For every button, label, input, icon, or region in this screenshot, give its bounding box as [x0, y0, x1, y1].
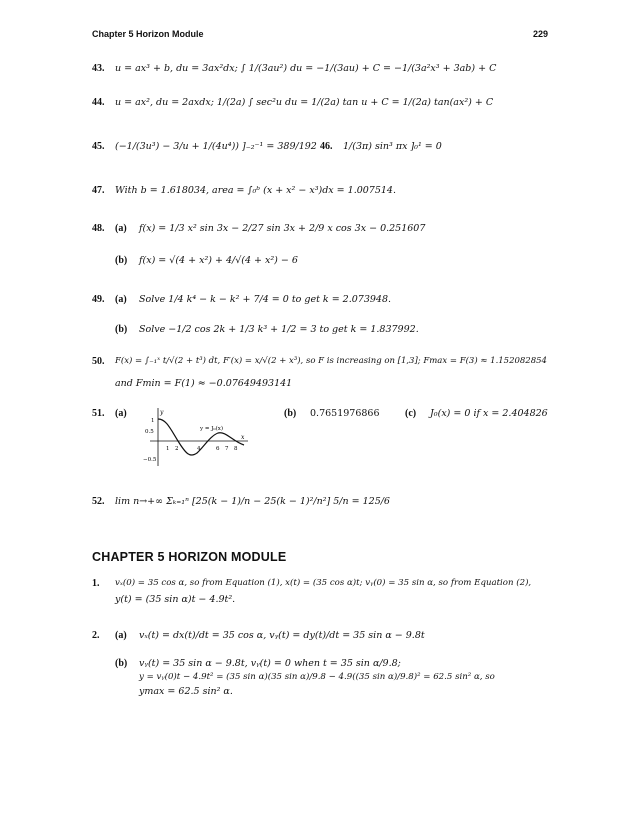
- problem-45-solution: (−1/(3u³) − 3/u + 1/(4u⁴)) ]₋₂⁻¹ = 389/192: [115, 141, 317, 152]
- bessel-graph: [140, 408, 250, 470]
- horizon-2b-line-2: y = vᵧ(0)t − 4.9t² = (35 sin α)(35 sin α)/9.8 − 4.9((35 sin α)/9.8)² = 62.5 sin² α, so: [139, 672, 495, 682]
- problem-49a-solution: Solve 1/4 k⁴ − k − k² + 7/4 = 0 to get k = 2.073948.: [139, 294, 392, 305]
- part-b-label: (b): [284, 408, 297, 419]
- horizon-2b-line-3: ymax = 62.5 sin² α.: [139, 686, 233, 697]
- bessel-curve: [158, 419, 244, 455]
- horizon-2a-solution: vₓ(t) = dx(t)/dt = 35 cos α, vᵧ(t) = dy(t)/dt = 35 sin α − 9.8t: [139, 630, 425, 641]
- y-axis-label: y: [160, 409, 164, 416]
- x-tick-label: 7: [225, 446, 229, 452]
- curve-label: y = J₀(x): [200, 426, 224, 432]
- horizon-1-line-2: y(t) = (35 sin α)t − 4.9t².: [115, 594, 236, 605]
- page-header: [92, 29, 548, 43]
- problem-number: 50.: [92, 356, 105, 367]
- page-number: 229: [532, 29, 548, 39]
- x-axis-label: x: [241, 434, 245, 441]
- problem-46: [320, 136, 560, 162]
- y-tick-label: 0.5: [145, 429, 154, 435]
- problem-48: [92, 217, 562, 277]
- part-a-label: (a): [115, 294, 127, 305]
- horizon-problem-1: [92, 578, 562, 612]
- problem-50-line-2: and Fmin = F(1) ≈ −0.07649493141: [115, 378, 293, 389]
- problem-number: 43.: [92, 63, 105, 74]
- problem-number: 47.: [92, 185, 105, 196]
- x-tick-label: 8: [234, 446, 238, 452]
- problem-number: 46.: [320, 141, 333, 152]
- y-tick-label: 1: [151, 418, 155, 424]
- problem-46-solution: 1/(3π) sin³ πx ]₀¹ = 0: [343, 141, 442, 152]
- horizon-1-line-1: vₓ(0) = 35 cos α, so from Equation (1), x(t) = (35 cos α)t; vᵧ(0) = 35 sin α, so from Equation (2),: [115, 578, 532, 588]
- problem-44-solution: u = ax², du = 2axdx; 1/(2a) ∫ sec²u du = 1/(2a) tan u + C = 1/(2a) tan(ax²) + C: [115, 97, 494, 108]
- problem-52: [92, 488, 562, 528]
- problem-47-solution: With b = 1.618034, area = ∫₀ᵇ (x + x² − x³)dx = 1.007514.: [115, 185, 396, 196]
- x-tick-label: 2: [175, 446, 179, 452]
- problem-48b-solution: f(x) = √(4 + x²) + 4/√(4 + x²) − 6: [139, 255, 298, 266]
- problem-number: 51.: [92, 408, 105, 419]
- problem-48a-solution: f(x) = 1/3 x² sin 3x − 2/27 sin 3x + 2/9 x cos 3x − 0.251607: [139, 223, 426, 234]
- part-a-label: (a): [115, 408, 127, 419]
- problem-number: 2.: [92, 630, 100, 641]
- part-b-label: (b): [115, 255, 128, 266]
- part-a-label: (a): [115, 223, 127, 234]
- problem-50-line-1: F(x) = ∫₋₁ˣ t/√(2 + t³) dt, F′(x) = x/√(2 + x³), so F is increasing on [1,3]; Fmax = F(3) ≈ 1.152082854: [115, 356, 547, 366]
- problem-49: [92, 288, 562, 344]
- problem-number: 45.: [92, 141, 105, 152]
- part-a-label: (a): [115, 630, 127, 641]
- problem-43: [92, 58, 562, 84]
- problem-52-solution: lim n→+∞ Σₖ₌₁ⁿ [25(k − 1)/n − 25(k − 1)²/n²] 5/n = 125/6: [115, 496, 390, 507]
- problem-50: [92, 350, 562, 394]
- problem-number: 49.: [92, 294, 105, 305]
- problem-49b-solution: Solve −1/2 cos 2k + 1/3 k³ + 1/2 = 3 to get k = 1.837992.: [139, 324, 419, 335]
- problem-51c-solution: J₀(x) = 0 if x = 2.404826: [430, 408, 548, 419]
- part-b-label: (b): [115, 658, 128, 669]
- y-tick-label: −0.5: [143, 457, 157, 463]
- problem-43-solution: u = ax³ + b, du = 3ax²dx; ∫ 1/(3au²) du = −1/(3au) + C = −1/(3a²x³ + 3ab) + C: [115, 63, 497, 74]
- horizon-problem-2: [92, 624, 562, 714]
- problem-number: 48.: [92, 223, 105, 234]
- part-c-label: (c): [405, 408, 417, 419]
- part-b-label: (b): [115, 324, 128, 335]
- problem-number: 1.: [92, 578, 100, 589]
- x-tick-label: 6: [216, 446, 220, 452]
- x-tick-label: 4: [197, 446, 201, 452]
- problem-number: 52.: [92, 496, 105, 507]
- problem-47: [92, 182, 562, 206]
- problem-number: 44.: [92, 97, 105, 108]
- section-title: CHAPTER 5 HORIZON MODULE: [92, 550, 287, 564]
- problem-51b-solution: 0.7651976866: [310, 408, 380, 419]
- horizon-2b-line-1: vᵧ(t) = 35 sin α − 9.8t, vᵧ(t) = 0 when t = 35 sin α/9.8;: [139, 658, 401, 669]
- problem-44: [92, 92, 562, 118]
- x-tick-label: 1: [166, 446, 170, 452]
- chapter-title: Chapter 5 Horizon Module: [92, 29, 204, 39]
